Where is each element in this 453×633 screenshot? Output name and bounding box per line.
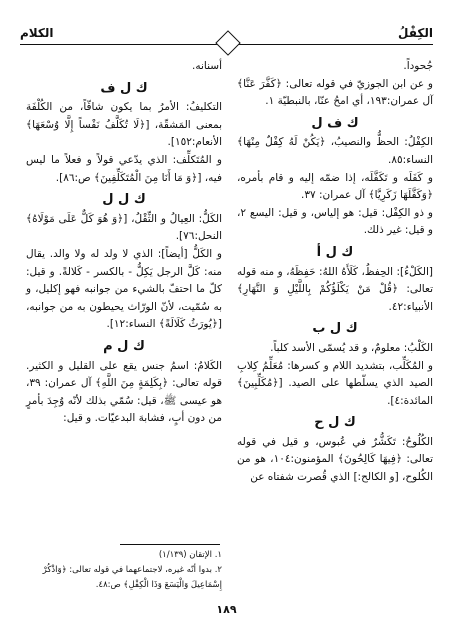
entry-text: الكَلْبُ: معلومٌ، و قد يُسمّى الأسد كلباً. bbox=[270, 341, 433, 354]
entry-text: و الكَلُّ [أيضاً]: الذي لا ولد له ولا والد. يقال منه: كَلَّ الرجل يَكِلُّ - بالكسر - كَلالةً. و قيل: كلّ ما احتفّ بالشيء من جوانبه فهو إكليل، و به سُمّيت، لأنّ الورّاث يحيطون به من جوانبه، [﴿يُورَثُ كَلَالَةً﴾ النساء:١٢]. bbox=[26, 247, 222, 331]
footnote-rule bbox=[120, 544, 220, 545]
entry-text: الكِفْلُ: الحظُّ والنصيبُ، ﴿يَكُنْ لَهُ كِفْلٌ مِنْهَا﴾ النساء:٨٥. bbox=[237, 136, 433, 166]
entry-text: أسنانه. bbox=[192, 60, 222, 72]
headword: ك ل م bbox=[103, 338, 145, 354]
headword: ك ل ف bbox=[100, 80, 148, 96]
headword: ك ل ب bbox=[312, 321, 358, 337]
left-column bbox=[26, 58, 222, 428]
header-diamond-ornament bbox=[215, 30, 240, 55]
entry-text: و عن ابن الجوزيّ في قوله تعالى: ﴿كَفَّرَ عَنَّا﴾ آل عمران:١٩٣، أي امحُ عنّا، بالنبطيّة ١. bbox=[237, 77, 433, 108]
entry-text: الكُلُوحُ: تَكَشُّرٌ في عُبوس، و قيل في قوله تعالى: ﴿فِيهَا كَالِحُونَ﴾ المؤمنون:١٠٤، هو من الكُلوح، [و الكالح:] الذي قُصرت شفتاه عن bbox=[237, 435, 433, 484]
entry-text: و كَفَلَه و تَكَفَّلَه، إذا ضمّه إليه و قام بأمره، ﴿وَكَفَّلَهَا زَكَرِيَّا﴾ آل عمران: ٣٧. bbox=[237, 171, 433, 202]
footnote: ٢. بدوا أنّه غيره، لاجتماعهما في قوله تعالى: ﴿وَاذْكُرْ إِسْمَاعِيلَ وَالْيَسَعَ وَذَا الْكِفْلِ﴾ ص:٤٨. bbox=[42, 565, 222, 590]
footnotes bbox=[26, 548, 222, 593]
entry-text: التكليفُ: الأمرُ بما يكون شاقّاً، من الكُلْفَة بمعنى المَشقّة، [﴿لَا تُكَلَّفُ نَفْساً إِلَّا وُسْعَهَا﴾ الأنعام:١٥٢]. bbox=[26, 101, 222, 149]
headword: ك ل أ bbox=[316, 244, 354, 260]
entry-text: جُحوداً. bbox=[403, 60, 433, 72]
headword: ك ل ل bbox=[102, 192, 146, 208]
entry-text: [الكَلْءُ]: الحِفظُ، كَلَأَهُ اللهُ: حَفِظَهُ، و منه قوله تعالى: ﴿قُلْ مَنْ يَكْلَؤُكُمْ بِاللَّيْلِ وَ النَّهَارِ﴾ الأنبياء:٤٢. bbox=[237, 265, 433, 313]
running-header-left: الكلام bbox=[20, 26, 54, 40]
entry-text: و المُتَكلِّف: الذي يدّعي قولاً و فعلاً ما ليس فيه، [﴿وَ مَا أَنَا مِنَ الْمُتَكَلِّفِينَ﴾ ص:٨٦]. bbox=[26, 153, 222, 184]
headword: ك ف ل bbox=[311, 115, 359, 131]
right-column bbox=[237, 58, 433, 487]
footnote: ١. الإتقان (١/١٣٩) bbox=[158, 550, 222, 560]
headword: ك ل ح bbox=[314, 415, 356, 431]
entry-text: و ذو الكِفْل: قيل: هو إلياس، و قيل: اليسع ٢، و قيل: غير ذلك. bbox=[237, 206, 433, 237]
entry-text: الكَلُّ: العِيالُ و الثِّقْلُ، [﴿وَ هُوَ كَلٌّ عَلَى مَوْلَاهُ﴾ النحل:٧٦]. bbox=[26, 212, 222, 243]
entry-text: الكَلامُ: اسمُ جنس يقع على القليل و الكثير. قوله تعالى: ﴿بِكَلِمَةٍ مِنَ اللَّهِ﴾ آل عمران: ٣٩، هو عيسى ﷺ، قيل: سُمّي بذلك لأنّه وُجِدَ بأمرٍ من دون أبٍ، فشابهَ البدعيّات. و قيل: bbox=[26, 359, 222, 425]
entry-text: و المُكَلِّب، بتشديد اللام و كسرها: مُعَلِّمُ كِلابِ الصيد الذي يسلّطها على الصيد. [﴿مُكَلِّبِينَ﴾ المائدة:٤]. bbox=[237, 359, 433, 407]
page-number: ١٨٩ bbox=[216, 603, 237, 616]
running-header-right: الكِفْلُ bbox=[398, 26, 433, 40]
